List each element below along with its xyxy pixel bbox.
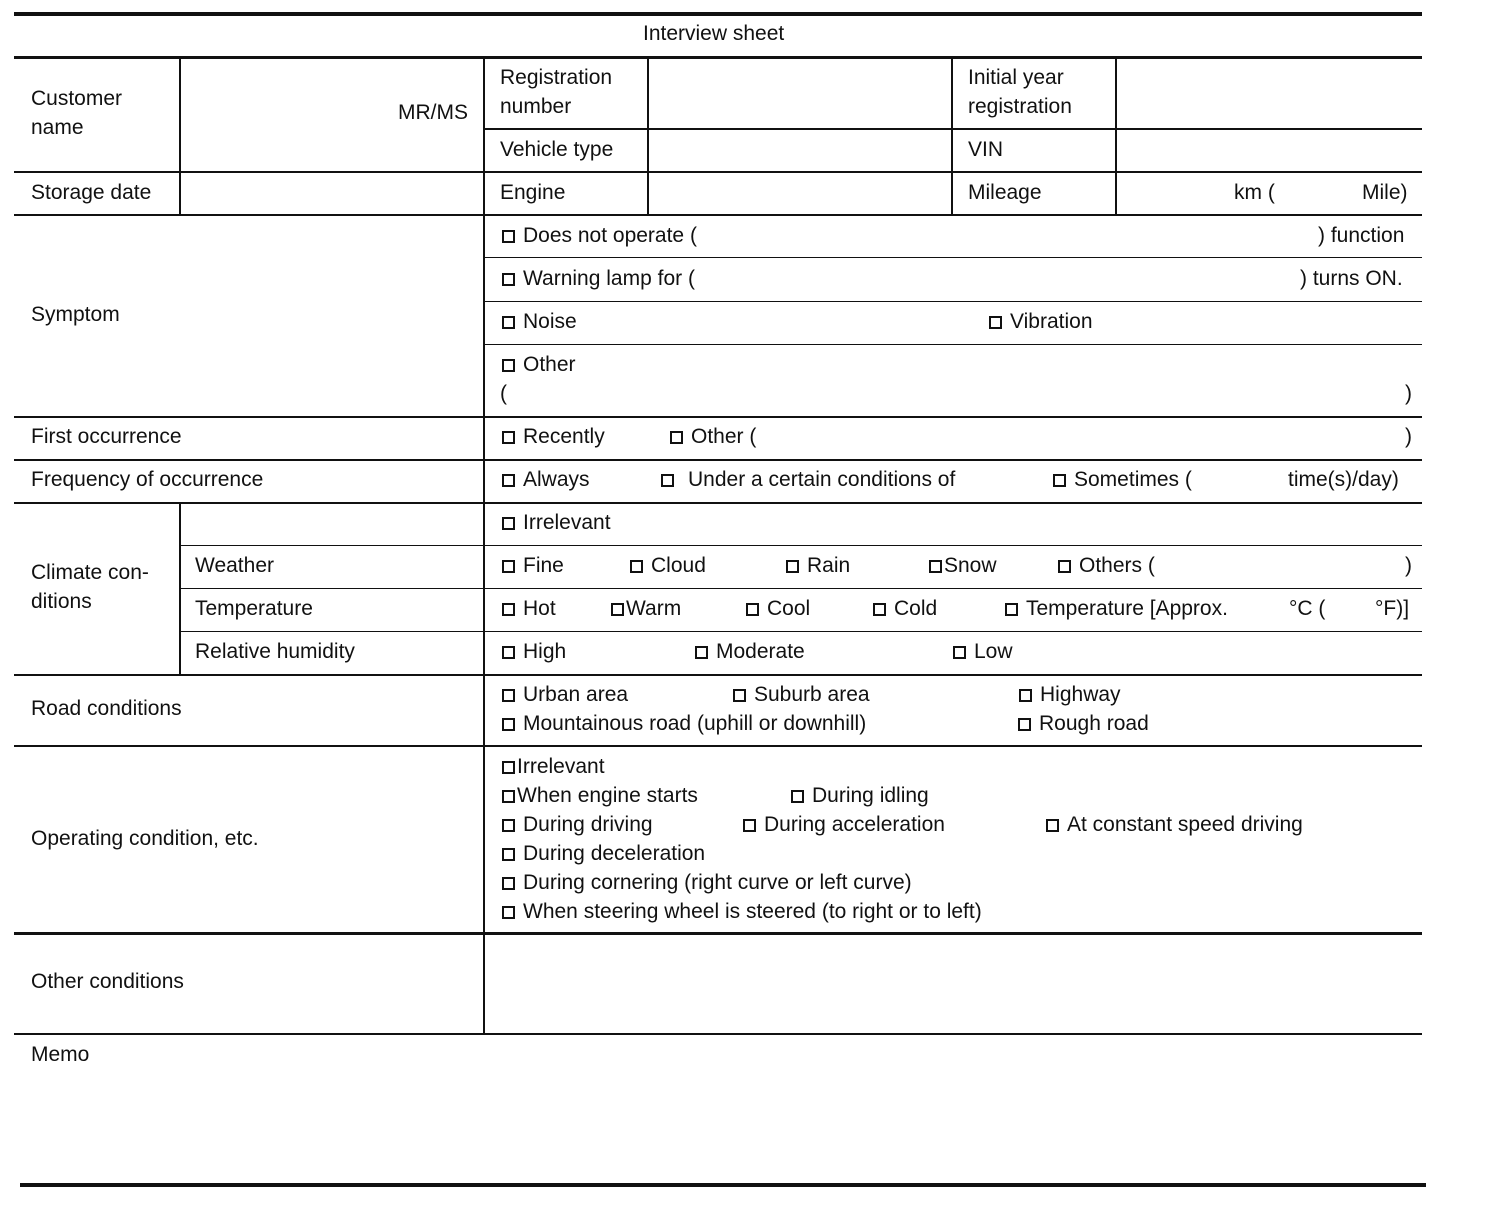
- rule-storage-bottom: [14, 214, 1422, 216]
- climate-label-line1: Climate con-: [31, 561, 149, 584]
- checkbox-icon[interactable]: [502, 474, 515, 487]
- checkbox-icon[interactable]: [873, 603, 886, 616]
- other-conditions-field[interactable]: [486, 936, 1420, 1032]
- rule-v-name: [179, 57, 181, 215]
- customer-name-label: Customer name: [31, 87, 123, 139]
- checkbox-icon[interactable]: [1053, 474, 1066, 487]
- checkbox-icon[interactable]: [746, 603, 759, 616]
- checkbox-icon[interactable]: [611, 603, 624, 616]
- checkbox-icon[interactable]: [502, 316, 515, 329]
- symptom-other-option[interactable]: Other: [502, 350, 576, 379]
- initial-year-label: Initial year registration: [968, 66, 1072, 118]
- checkbox-icon[interactable]: [953, 646, 966, 659]
- checkbox-icon[interactable]: [786, 560, 799, 573]
- checkbox-icon[interactable]: [502, 273, 515, 286]
- rule-first-bottom: [14, 459, 1422, 461]
- checkbox-icon[interactable]: [502, 517, 515, 530]
- noise-option[interactable]: Noise: [502, 307, 577, 336]
- high-option[interactable]: High: [502, 637, 566, 666]
- low-option[interactable]: Low: [953, 637, 1013, 666]
- cloud-option[interactable]: Cloud: [630, 551, 706, 580]
- checkbox-icon[interactable]: [502, 790, 515, 803]
- cool-option[interactable]: Cool: [746, 594, 810, 623]
- memo-label: Memo: [31, 1043, 90, 1066]
- vin-label: VIN: [968, 138, 1004, 161]
- deceleration-option[interactable]: During deceleration: [502, 839, 705, 868]
- suburb-option[interactable]: Suburb area: [733, 680, 870, 709]
- engine-label: Engine: [500, 181, 566, 204]
- rule-top: [14, 12, 1422, 16]
- checkbox-icon[interactable]: [502, 359, 515, 372]
- symptom-label: Symptom: [31, 303, 120, 326]
- rough-road-option[interactable]: Rough road: [1018, 709, 1149, 738]
- operating-irrelevant-option[interactable]: Irrelevant: [502, 752, 605, 781]
- checkbox-icon[interactable]: [502, 848, 515, 861]
- snow-option[interactable]: Snow: [929, 551, 997, 580]
- rule-v-reg: [647, 57, 649, 215]
- times-per-day-label: time(s)/day): [1288, 468, 1399, 491]
- vehicle-type-label: Vehicle type: [500, 138, 614, 161]
- checkbox-icon[interactable]: [1005, 603, 1018, 616]
- temp-approx-option[interactable]: Temperature [Approx.: [1005, 594, 1228, 623]
- rule-sym3: [484, 344, 1422, 345]
- rule-climate2: [180, 588, 1422, 589]
- warning-lamp-end: ) turns ON.: [1300, 267, 1403, 290]
- under-conditions-option[interactable]: Under a certain conditions of: [661, 465, 955, 494]
- rule-operating-bottom: [14, 932, 1422, 935]
- checkbox-icon[interactable]: [502, 761, 515, 774]
- rule-v-initial-val: [1115, 57, 1117, 215]
- does-not-operate-end: ) function: [1318, 224, 1405, 247]
- urban-option[interactable]: Urban area: [502, 680, 628, 709]
- checkbox-icon[interactable]: [502, 230, 515, 243]
- checkbox-icon[interactable]: [502, 646, 515, 659]
- engine-starts-option[interactable]: When engine starts: [502, 781, 698, 810]
- deg-c-label: °C (: [1289, 597, 1326, 620]
- checkbox-icon[interactable]: [929, 560, 942, 573]
- temperature-label: Temperature: [195, 597, 313, 620]
- sometimes-option[interactable]: Sometimes (: [1053, 465, 1192, 494]
- checkbox-icon[interactable]: [502, 560, 515, 573]
- driving-option[interactable]: During driving: [502, 810, 653, 839]
- warning-lamp-option[interactable]: Warning lamp for (: [502, 264, 695, 293]
- frequency-label: Frequency of occurrence: [31, 468, 264, 491]
- rule-climate1: [180, 545, 1422, 546]
- vibration-option[interactable]: Vibration: [989, 307, 1093, 336]
- deg-f-label: °F)]: [1375, 597, 1410, 620]
- mountainous-option[interactable]: Mountainous road (uphill or downhill): [502, 709, 866, 738]
- rule-row1-mid: [484, 128, 1422, 130]
- idling-option[interactable]: During idling: [791, 781, 929, 810]
- checkbox-icon[interactable]: [1046, 819, 1059, 832]
- mileage-km-unit: km (: [1234, 181, 1275, 204]
- checkbox-icon[interactable]: [989, 316, 1002, 329]
- storage-date-label: Storage date: [31, 181, 152, 204]
- cold-option[interactable]: Cold: [873, 594, 937, 623]
- constant-speed-option[interactable]: At constant speed driving: [1046, 810, 1303, 839]
- warm-option[interactable]: Warm: [611, 594, 681, 623]
- mileage-mile-unit: Mile): [1362, 181, 1408, 204]
- checkbox-icon[interactable]: [791, 790, 804, 803]
- rule-final: [20, 1183, 1426, 1187]
- rule-v-climate: [179, 503, 181, 675]
- fine-option[interactable]: Fine: [502, 551, 564, 580]
- first-occurrence-label: First occurrence: [31, 425, 182, 448]
- rain-option[interactable]: Rain: [786, 551, 850, 580]
- always-option[interactable]: Always: [502, 465, 590, 494]
- checkbox-icon[interactable]: [1058, 560, 1071, 573]
- cornering-option[interactable]: During cornering (right curve or left curve): [502, 868, 912, 897]
- rule-v-initial: [951, 57, 953, 215]
- highway-option[interactable]: Highway: [1019, 680, 1121, 709]
- first-other-option[interactable]: Other (: [670, 422, 756, 451]
- weather-others-close: ): [1405, 554, 1412, 577]
- rule-title-bottom: [14, 56, 1422, 59]
- symptom-other-open: (: [500, 382, 507, 405]
- rule-sym2: [484, 301, 1422, 302]
- rule-other-bottom: [14, 1033, 1422, 1035]
- checkbox-icon[interactable]: [733, 689, 746, 702]
- registration-number-label: Registration number: [500, 66, 613, 118]
- memo-field[interactable]: [16, 1072, 1420, 1180]
- humidity-label: Relative humidity: [195, 640, 355, 663]
- acceleration-option[interactable]: During acceleration: [743, 810, 945, 839]
- checkbox-icon[interactable]: [502, 906, 515, 919]
- weather-label: Weather: [195, 554, 274, 577]
- checkbox-icon[interactable]: [1018, 718, 1031, 731]
- checkbox-icon[interactable]: [502, 689, 515, 702]
- first-other-close: ): [1405, 425, 1412, 448]
- checkbox-icon[interactable]: [502, 877, 515, 890]
- honorific-label: MR/MS: [398, 101, 468, 124]
- checkbox-icon[interactable]: [1019, 689, 1032, 702]
- rule-climate-bottom: [14, 674, 1422, 676]
- checkbox-icon[interactable]: [502, 819, 515, 832]
- rule-climate3: [180, 631, 1422, 632]
- symptom-other-close: ): [1405, 382, 1412, 405]
- page-title: Interview sheet: [643, 22, 785, 45]
- checkbox-icon[interactable]: [661, 474, 674, 487]
- road-conditions-label: Road conditions: [31, 697, 182, 720]
- weather-others-option[interactable]: Others (: [1058, 551, 1155, 580]
- checkbox-icon[interactable]: [695, 646, 708, 659]
- checkbox-icon[interactable]: [502, 718, 515, 731]
- moderate-option[interactable]: Moderate: [695, 637, 805, 666]
- hot-option[interactable]: Hot: [502, 594, 556, 623]
- climate-irrelevant-option[interactable]: Irrelevant: [502, 508, 611, 537]
- rule-v-main: [483, 57, 485, 1034]
- checkbox-icon[interactable]: [743, 819, 756, 832]
- does-not-operate-option[interactable]: Does not operate (: [502, 221, 697, 250]
- mileage-label: Mileage: [968, 181, 1042, 204]
- other-conditions-label: Other conditions: [31, 970, 184, 993]
- rule-sym1: [484, 257, 1422, 258]
- steering-option[interactable]: When steering wheel is steered (to right or to left): [502, 897, 982, 926]
- checkbox-icon[interactable]: [502, 431, 515, 444]
- checkbox-icon[interactable]: [630, 560, 643, 573]
- checkbox-icon[interactable]: [502, 603, 515, 616]
- rule-symptom-bottom: [14, 416, 1422, 418]
- rule-road-bottom: [14, 745, 1422, 747]
- operating-condition-label: Operating condition, etc.: [31, 827, 259, 850]
- checkbox-icon[interactable]: [670, 431, 683, 444]
- rule-freq-bottom: [14, 502, 1422, 504]
- rule-row1-bottom: [14, 171, 1422, 173]
- recently-option[interactable]: Recently: [502, 422, 605, 451]
- climate-label-line2: ditions: [31, 590, 92, 613]
